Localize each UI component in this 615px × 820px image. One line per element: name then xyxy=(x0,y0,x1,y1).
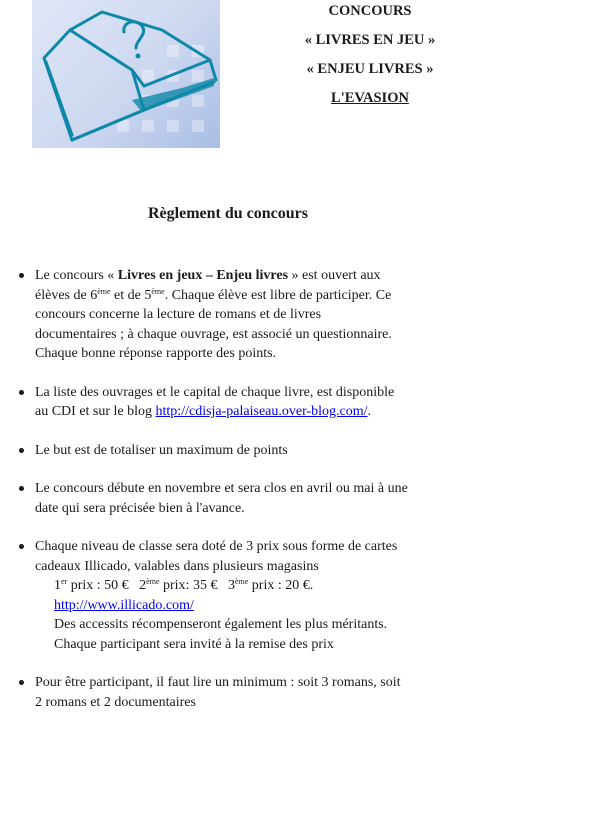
rule-item-eligibility xyxy=(16,266,486,364)
title-livres-en-jeu: « LIVRES EN JEU » xyxy=(304,32,436,48)
rule-item-book-list xyxy=(16,383,486,422)
prize-rank: 3 xyxy=(227,578,235,593)
rule-text-part: cadeaux Illicado, valables dans plusieurs magasins xyxy=(35,558,319,574)
rule-text-part: Chaque bonne réponse rapporte des points. xyxy=(35,346,277,361)
title-evasion xyxy=(262,87,478,116)
superscript: ème xyxy=(97,286,111,296)
rule-text-part: date qui sera précisée bien à l'avance. xyxy=(35,500,245,516)
rule-text xyxy=(35,266,486,364)
prize-third: prix : 20 €. xyxy=(248,578,314,593)
rule-text xyxy=(35,673,486,712)
superscript: ème xyxy=(234,577,249,586)
bullet-icon xyxy=(19,390,24,395)
title-enjeu-livres: « ENJEU LIVRES » xyxy=(306,61,434,77)
rule-text-part: élèves de 6 xyxy=(35,287,98,303)
ceremony-line: Chaque participant sera invité à la remise des prix xyxy=(54,636,334,652)
rule-text xyxy=(35,537,486,576)
rule-item-goal xyxy=(16,441,486,461)
title-evasion-text: L'EVASION xyxy=(331,90,409,106)
rule-item-minimum xyxy=(16,673,486,712)
prize-rank: 2 xyxy=(139,578,147,593)
prize-amounts xyxy=(35,576,486,596)
rules-heading: Règlement du concours xyxy=(148,205,308,222)
contest-name: Livres en jeux – Enjeu livres xyxy=(117,268,289,283)
rule-text-part: La liste des ouvrages et le capital de chaque livre, est disponible xyxy=(35,384,395,400)
prize-rank: 1 xyxy=(54,578,61,593)
bullet-icon xyxy=(19,448,24,453)
rule-text-part: 2 romans et 2 documentaires xyxy=(35,694,196,710)
rule-text-part: » est ouvert aux xyxy=(288,268,381,283)
bullet-icon xyxy=(19,486,24,491)
illicado-link[interactable]: http://www.illicado.com/ xyxy=(54,597,194,613)
rule-text-part: Pour être participant, il faut lire un minimum : soit 3 romans, soit xyxy=(35,675,401,690)
blog-link[interactable]: http://cdisja-palaiseau.over-blog.com/ xyxy=(155,404,368,419)
superscript: ème xyxy=(146,577,160,586)
rule-item-dates xyxy=(16,479,486,518)
rule-text-part: . xyxy=(367,404,372,419)
rule-text-part: . Chaque élève est libre de participer. Ce xyxy=(164,287,392,303)
superscript: er xyxy=(61,577,68,586)
rules-list xyxy=(16,266,486,731)
bullet-icon xyxy=(19,273,24,278)
rule-text-part: et de 5 xyxy=(110,287,152,303)
rule-item-prizes xyxy=(16,537,486,654)
logo-image xyxy=(32,0,220,148)
prize-link-line xyxy=(35,596,486,616)
prize-first: prix : 50 € xyxy=(67,578,140,593)
prize-second: prix: 35 € xyxy=(159,578,228,593)
rule-text xyxy=(35,383,486,422)
rule-text-part: Le concours « xyxy=(35,268,118,283)
rule-text-part: Le concours débute en novembre et sera clos en avril ou mai à une xyxy=(35,481,408,496)
rule-text-part: Chaque niveau de classe sera doté de 3 prix sous forme de cartes xyxy=(35,539,398,554)
open-book-question-icon xyxy=(32,0,220,148)
rule-text xyxy=(35,479,486,518)
title-concours: CONCOURS xyxy=(328,3,412,19)
bullet-icon xyxy=(19,544,24,549)
contest-title-block xyxy=(262,0,478,116)
bullet-icon xyxy=(19,680,24,685)
superscript: ème xyxy=(151,286,165,296)
rule-text: Le but est de totaliser un maximum de points xyxy=(35,442,288,458)
rule-text-part: concours concerne la lecture de romans et de livres xyxy=(35,307,322,322)
rule-text-part: au CDI et sur le blog xyxy=(35,404,156,419)
rule-text-part: documentaires ; à chaque ouvrage, est associé un questionnaire. xyxy=(35,326,392,342)
accessits-line: Des accessits récompenseront également les plus méritants. xyxy=(54,617,388,632)
